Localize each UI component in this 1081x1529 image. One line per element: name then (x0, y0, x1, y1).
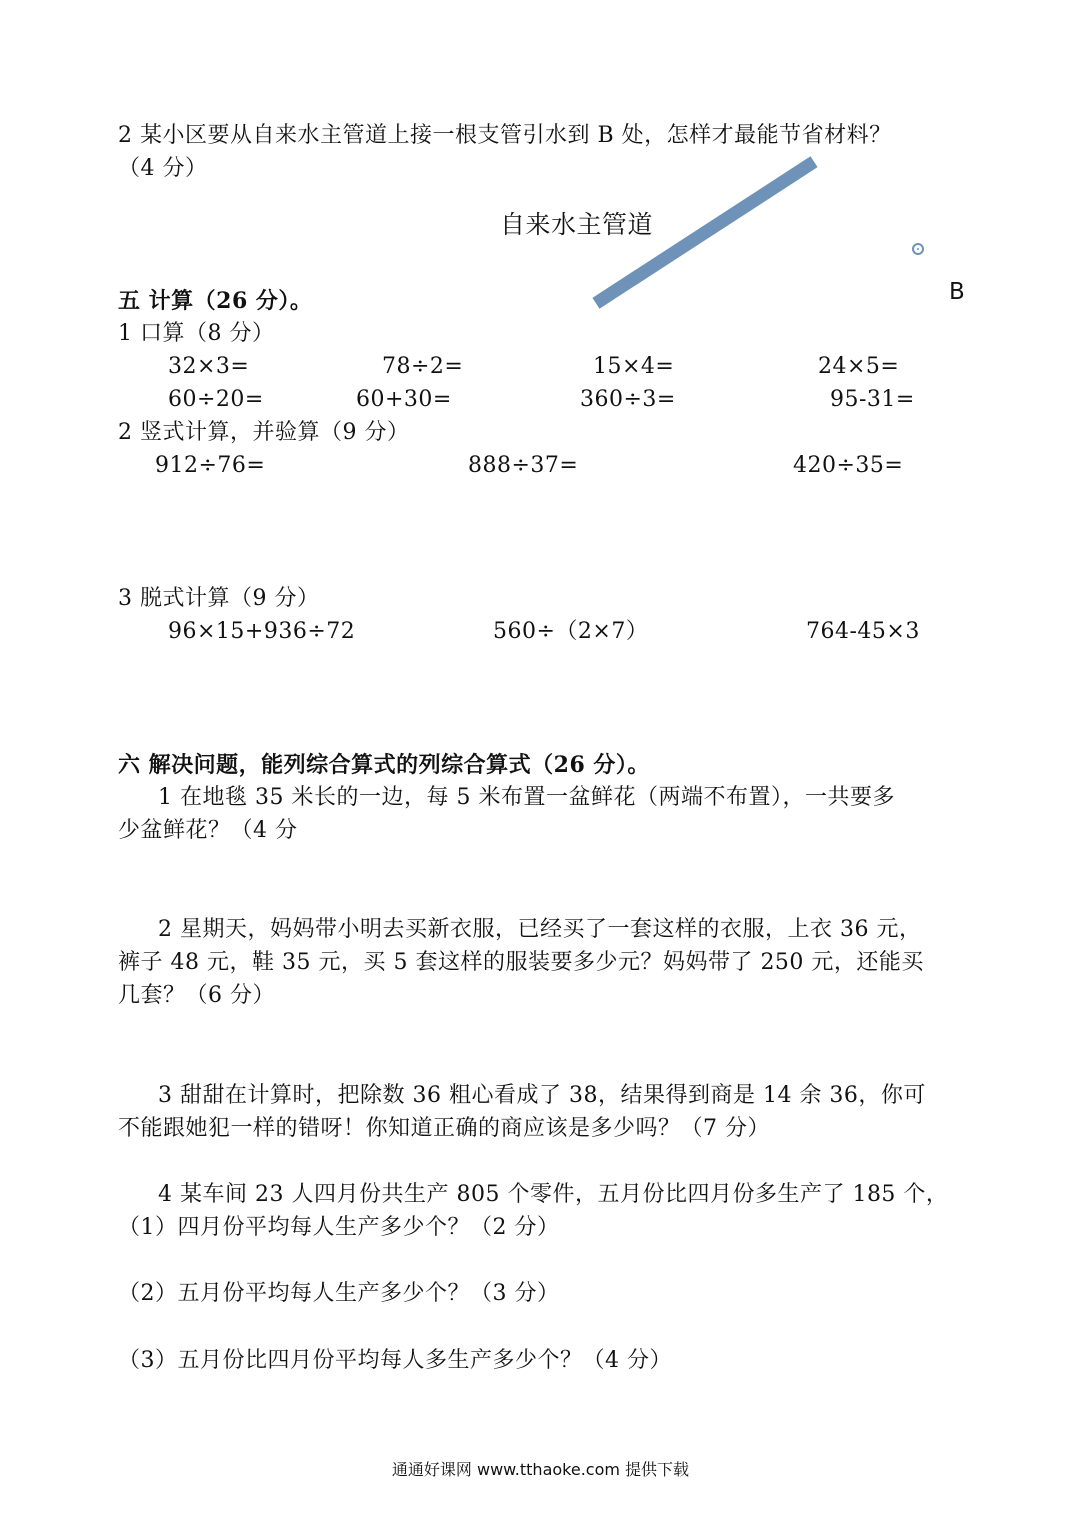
problem2-line: 裤子 48 元，鞋 35 元，买 5 套这样的服装要多少元？妈妈带了 250 元，还能买 (118, 950, 924, 975)
point-b-label: B (949, 279, 966, 305)
problem4-q3: （3）五月份比四月份平均每人多生产多少个？（4 分） (118, 1348, 672, 1373)
oral-calc-item: 24×5= (818, 354, 900, 379)
problem3-line: 3 甜甜在计算时，把除数 36 粗心看成了 38，结果得到商是 14 余 36，你可 (158, 1083, 926, 1108)
problem2-line: 几套？（6 分） (118, 983, 275, 1008)
problem4-q1: （1）四月份平均每人生产多少个？（2 分） (118, 1215, 560, 1240)
step-calc-item: 764-45×3 (806, 619, 920, 644)
problem3-line: 不能跟她犯一样的错呀！你知道正确的商应该是多少吗？（7 分） (118, 1116, 770, 1141)
oral-calc-item: 95-31= (830, 387, 915, 412)
problem1-line: 1 在地毯 35 米长的一边，每 5 米布置一盆鲜花（两端不布置），一共要多 (158, 785, 895, 810)
problem4-intro: 4 某车间 23 人四月份共生产 805 个零件，五月份比四月份多生产了 185 个， (158, 1182, 949, 1207)
q2-text-line1: 2 某小区要从自来水主管道上接一根支管引水到 B 处，怎样才最能节省材料？ (118, 123, 892, 148)
oral-calc-item: 78÷2= (382, 354, 464, 379)
q2-text-line2: （4 分） (118, 156, 208, 181)
problem4-q2: （2）五月份平均每人生产多少个？（3 分） (118, 1281, 560, 1306)
oral-calc-item: 32×3= (168, 354, 250, 379)
step-calc-item: 560÷（2×7） (493, 619, 649, 644)
vertical-calc-item: 912÷76= (155, 453, 266, 478)
section5-title: 五 计算（26 分）。 (118, 288, 313, 314)
point-b-marker (912, 243, 924, 255)
oral-calc-item: 60+30= (356, 387, 452, 412)
sub3-title: 3 脱式计算（9 分） (118, 586, 320, 611)
problem1-line: 少盆鲜花？（4 分 (118, 818, 298, 843)
sub1-title: 1 口算（8 分） (118, 321, 275, 346)
sub2-title: 2 竖式计算，并验算（9 分） (118, 420, 410, 445)
page-footer: 通通好课网 www.tthaoke.com 提供下载 (391, 1460, 690, 1479)
oral-calc-item: 15×4= (593, 354, 675, 379)
vertical-calc-item: 420÷35= (793, 453, 904, 478)
vertical-calc-item: 888÷37= (468, 453, 579, 478)
pipe-label: 自来水主管道 (500, 210, 654, 239)
step-calc-item: 96×15+936÷72 (168, 619, 356, 644)
oral-calc-item: 60÷20= (168, 387, 264, 412)
oral-calc-item: 360÷3= (580, 387, 676, 412)
problem2-line: 2 星期天，妈妈带小明去买新衣服，已经买了一套这样的衣服，上衣 36 元， (158, 917, 922, 942)
section6-title: 六 解决问题，能列综合算式的列综合算式（26 分）。 (118, 752, 650, 778)
